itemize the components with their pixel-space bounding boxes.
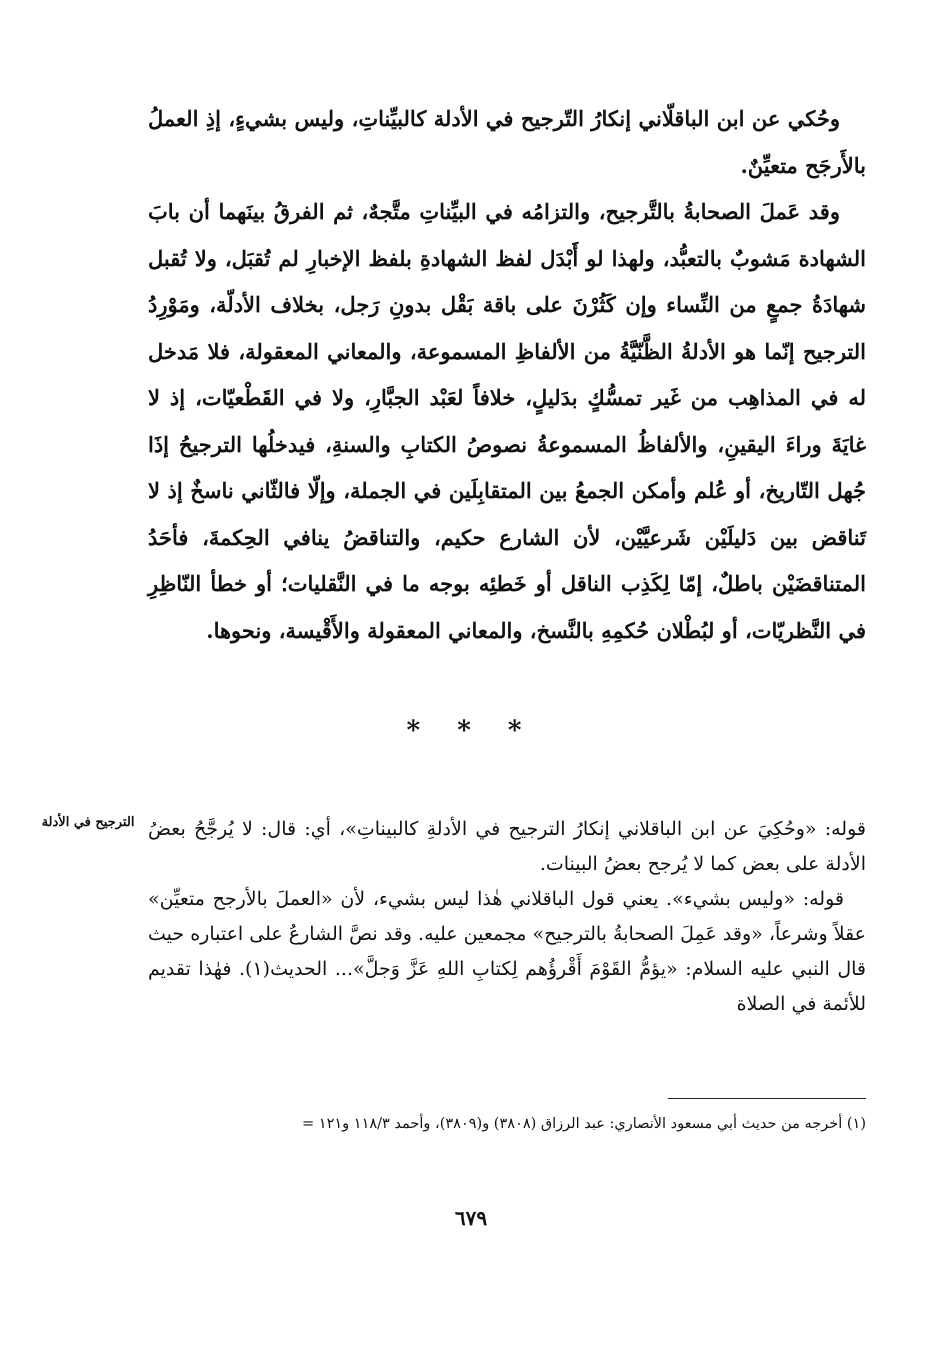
main-paragraph: وحُكي عن ابن الباقلّاني إنكارُ التّرجيح في الأدلة كالبيِّناتِ، وليس بشيءٍ، إذِ العملُ بالأَرجَح متعيِّنٌ. <box>148 106 866 178</box>
commentary-paragraph: قوله: «وليس بشيء». يعني قول الباقلاني هٰذا ليس بشيء، لأن «العملَ بالأرجح متعيِّن» عقلاً وشرعاً، «وقد عَمِلَ الصحابةُ بالترجيح» مجمعين عليه. وقد نصَّ الشارعُ على اعتباره حيث قال النبي عليه السلام: «يؤمُّ القَوْمَ أَقْرؤُهم لِكتابِ اللهِ عَزَّ وَجلَّ»... الحديث(١). فهٰذا تقديم للأئمة في الصلاة <box>148 888 866 1015</box>
footnote: (١) أخرجه من حديث أبي مسعود الأنصاري: عبد الرزاق (٣٨٠٨) و(٣٨٠٩)، وأحمد ١١٨/٣ و١٢١ = <box>302 1116 866 1132</box>
commentary-paragraph: قوله: «وحُكِيَ عن ابن الباقلاني إنكارُ الترجيح في الأدلةِ كالبيناتِ»، أي: قال: لا يُرجَّحُ بعضُ الأدلة على بعض كما لا يُرجح بعضُ البينات. <box>148 818 866 875</box>
margin-note: الترجيح في الأدلة <box>41 815 135 830</box>
section-separator: * * * <box>406 716 536 746</box>
page-number: ٦٧٩ <box>454 1206 488 1230</box>
main-paragraph: وقد عَملَ الصحابةُ بالتَّرجيح، والتزامُه في البيِّناتِ متَّجهٌ، ثم الفرقُ بينَهما أن بابَ الشهادة مَشوبٌ بالتعبُّد، ولهذا لو أَبْدَل لفظ الشهادةِ بلفظ الإخبارِ لم تُقبَل، ولا تُقبل شهادَةُ جمعٍ من النِّساء وإن كَثُرْنَ على باقة بَقْل بدونِ رَجل، بخلاف الأدلّة، ومَوْرِدُ الترجيح إنّما هو الأدلةُ الظَّنّيَّةُ من الألفاظِ المسموعة، والمعاني المعقولة، فلا مَدخل له في المذاهِب من غَير تمسُّكٍ بدَليلٍ، خلافاً لعَبْد الجبَّارِ، ولا في القَطْعيّات، إذ لا غايَةَ وراءَ اليقينِ، والألفاظُ المسموعةُ نصوصُ الكتابِ والسنةِ، فيدخلُها الترجيحُ إذَا جُهل التّاريخ، أو عُلم وأمكن الجمعُ بين المتقابِلَين في الجملة، وإلّا فالثّاني ناسخٌ إذ لا تَناقض بين دَليلَيْن شَرعيَّيْن، لأن الشارع حكيم، والتناقضُ ينافي الحِكمةَ، فأحَدُ المتناقضَيْن باطلٌ، إمّا لِكَذِب الناقل أو خَطئِه بوجه ما في النَّقليات؛ أو خطأ النّاظِرِ في النَّظريّات، أو لبُطْلان حُكمِهِ بالنَّسخ، والمعاني المعقولة والأَقْيسة، ونحوها. <box>148 199 866 643</box>
commentary-text <box>148 812 866 1022</box>
footnote-divider <box>668 1098 866 1099</box>
main-text <box>148 96 866 654</box>
